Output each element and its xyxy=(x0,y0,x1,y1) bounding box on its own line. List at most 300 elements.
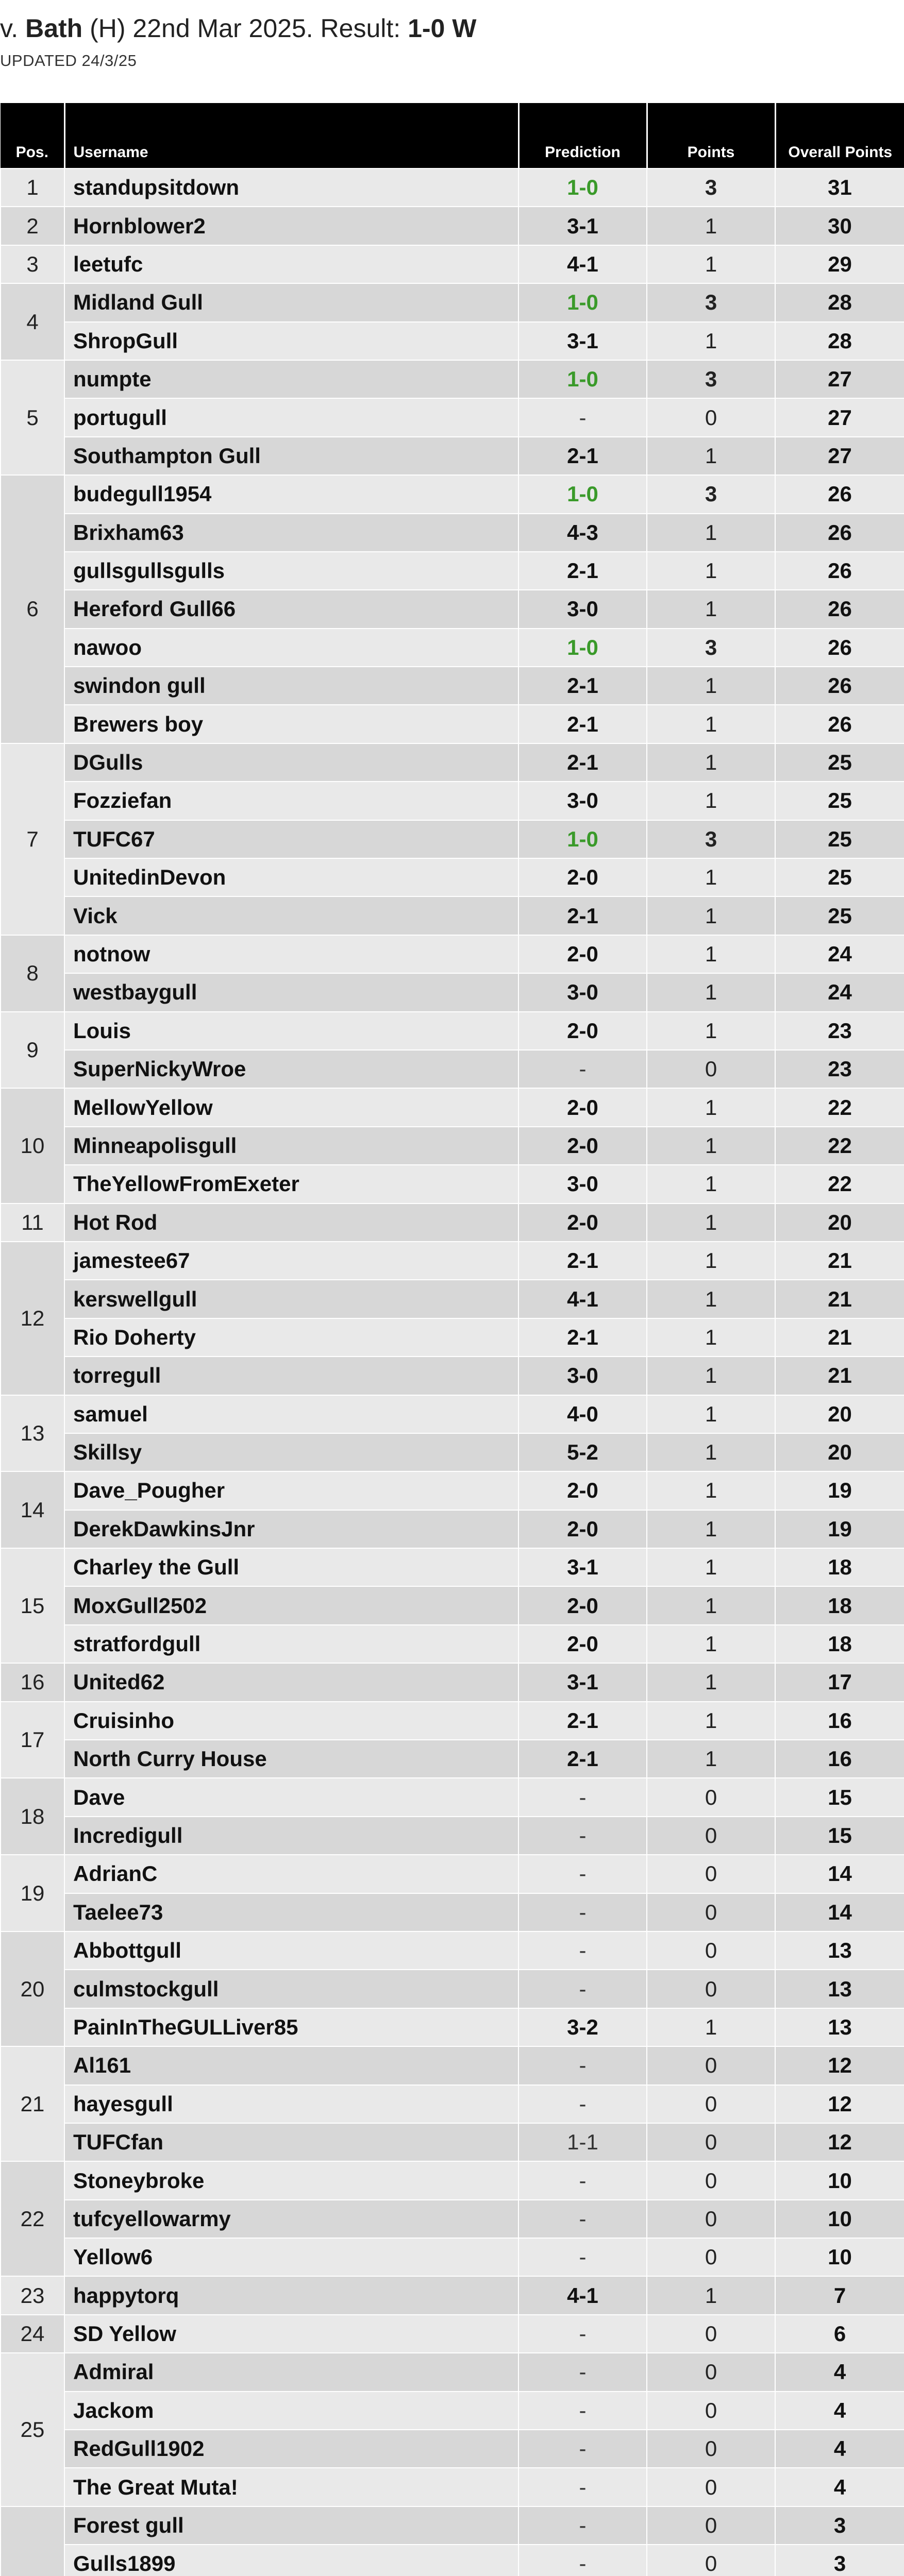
points-cell: 1 xyxy=(647,1165,775,1203)
points-cell: 1 xyxy=(647,782,775,820)
username-cell: Incredigull xyxy=(64,1817,518,1855)
points-cell: 1 xyxy=(647,322,775,360)
table-row xyxy=(1,2506,904,2545)
username-cell: Skillsy xyxy=(64,1433,518,1471)
overall-points-cell: 16 xyxy=(775,1740,904,1778)
table-row xyxy=(1,2008,904,2046)
prediction-cell: - xyxy=(518,2238,647,2276)
points-cell: 1 xyxy=(647,1204,775,1242)
table-row xyxy=(1,629,904,667)
position-cell: 13 xyxy=(1,1395,64,1472)
position-cell: 19 xyxy=(1,1855,64,1931)
table-row xyxy=(1,2545,904,2576)
position-cell: 11 xyxy=(1,1204,64,1242)
prediction-cell: 2-0 xyxy=(518,1088,647,1126)
points-cell: 0 xyxy=(647,2315,775,2353)
username-cell: tufcyellowarmy xyxy=(64,2200,518,2238)
prediction-cell: - xyxy=(518,2545,647,2576)
prediction-cell: - xyxy=(518,2392,647,2430)
table-row xyxy=(1,398,904,436)
points-cell: 1 xyxy=(647,1625,775,1663)
username-cell: portugull xyxy=(64,398,518,436)
prediction-cell: 3-2 xyxy=(518,2008,647,2046)
title-prefix: v. xyxy=(0,14,19,43)
prediction-cell: - xyxy=(518,1855,647,1893)
username-cell: United62 xyxy=(64,1663,518,1701)
prediction-cell: 3-1 xyxy=(518,1663,647,1701)
overall-points-cell: 24 xyxy=(775,973,904,1011)
username-cell: budegull1954 xyxy=(64,475,518,513)
position-cell: 12 xyxy=(1,1242,64,1395)
table-row xyxy=(1,2276,904,2314)
username-cell: Forest gull xyxy=(64,2506,518,2545)
position-cell: 15 xyxy=(1,1548,64,1663)
points-cell: 1 xyxy=(647,743,775,782)
table-row xyxy=(1,1357,904,1395)
prediction-cell: 1-0 xyxy=(518,283,647,321)
table-row xyxy=(1,2085,904,2123)
overall-points-cell: 13 xyxy=(775,1931,904,1970)
username-cell: Admiral xyxy=(64,2353,518,2391)
prediction-cell: - xyxy=(518,1893,647,1931)
points-cell: 0 xyxy=(647,2046,775,2084)
prediction-cell: 2-0 xyxy=(518,1127,647,1165)
prediction-cell: 2-0 xyxy=(518,1012,647,1050)
table-row xyxy=(1,858,904,896)
overall-points-cell: 21 xyxy=(775,1280,904,1318)
col-header-prediction: Prediction xyxy=(518,103,647,168)
position-cell: 1 xyxy=(1,168,64,207)
overall-points-cell: 28 xyxy=(775,283,904,321)
prediction-cell: - xyxy=(518,2353,647,2391)
points-cell: 0 xyxy=(647,1855,775,1893)
position-cell: 16 xyxy=(1,1663,64,1701)
overall-points-cell: 7 xyxy=(775,2276,904,2314)
username-cell: notnow xyxy=(64,935,518,973)
table-row xyxy=(1,896,904,935)
points-cell: 1 xyxy=(647,1663,775,1701)
username-cell: Brixham63 xyxy=(64,514,518,552)
table-row xyxy=(1,322,904,360)
table-row xyxy=(1,2468,904,2506)
points-cell: 0 xyxy=(647,1931,775,1970)
overall-points-cell: 23 xyxy=(775,1050,904,1088)
overall-points-cell: 22 xyxy=(775,1165,904,1203)
table-row xyxy=(1,2392,904,2430)
table-row xyxy=(1,935,904,973)
prediction-cell: - xyxy=(518,2468,647,2506)
points-cell: 0 xyxy=(647,2545,775,2576)
points-cell: 1 xyxy=(647,1586,775,1624)
points-cell: 3 xyxy=(647,360,775,398)
overall-points-cell: 13 xyxy=(775,2008,904,2046)
position-cell: 22 xyxy=(1,2161,64,2276)
col-header-username: Username xyxy=(64,103,518,168)
username-cell: North Curry House xyxy=(64,1740,518,1778)
points-cell: 0 xyxy=(647,2506,775,2545)
username-cell: Rio Doherty xyxy=(64,1318,518,1357)
prediction-cell: 3-0 xyxy=(518,1165,647,1203)
points-cell: 1 xyxy=(647,437,775,475)
prediction-cell: 2-0 xyxy=(518,858,647,896)
position-cell: 6 xyxy=(1,475,64,743)
table-row xyxy=(1,1778,904,1816)
table-row xyxy=(1,2200,904,2238)
prediction-cell: 4-3 xyxy=(518,514,647,552)
prediction-cell: - xyxy=(518,2430,647,2468)
table-row xyxy=(1,743,904,782)
points-cell: 0 xyxy=(647,1970,775,2008)
prediction-cell: - xyxy=(518,2046,647,2084)
username-cell: Abbottgull xyxy=(64,1931,518,1970)
points-cell: 1 xyxy=(647,1433,775,1471)
username-cell: RedGull1902 xyxy=(64,2430,518,2468)
username-cell: Hereford Gull66 xyxy=(64,590,518,628)
username-cell: Charley the Gull xyxy=(64,1548,518,1586)
table-row xyxy=(1,2123,904,2161)
table-row xyxy=(1,2315,904,2353)
table-row xyxy=(1,973,904,1011)
table-row xyxy=(1,552,904,590)
username-cell: happytorq xyxy=(64,2276,518,2314)
table-row xyxy=(1,1280,904,1318)
points-cell: 0 xyxy=(647,2085,775,2123)
table-row xyxy=(1,283,904,321)
overall-points-cell: 3 xyxy=(775,2545,904,2576)
points-cell: 0 xyxy=(647,2430,775,2468)
overall-points-cell: 17 xyxy=(775,1663,904,1701)
points-cell: 0 xyxy=(647,2392,775,2430)
overall-points-cell: 12 xyxy=(775,2123,904,2161)
position-cell: 20 xyxy=(1,1931,64,2046)
table-row xyxy=(1,820,904,858)
prediction-cell: - xyxy=(518,2161,647,2199)
prediction-cell: 3-1 xyxy=(518,207,647,245)
prediction-cell: 3-0 xyxy=(518,973,647,1011)
table-row xyxy=(1,1931,904,1970)
overall-points-cell: 14 xyxy=(775,1855,904,1893)
points-cell: 0 xyxy=(647,1050,775,1088)
prediction-cell: - xyxy=(518,398,647,436)
table-row xyxy=(1,514,904,552)
points-cell: 0 xyxy=(647,1893,775,1931)
prediction-cell: 1-0 xyxy=(518,168,647,207)
points-cell: 1 xyxy=(647,1702,775,1740)
points-cell: 1 xyxy=(647,552,775,590)
prediction-cell: - xyxy=(518,1931,647,1970)
table-row xyxy=(1,437,904,475)
points-cell: 1 xyxy=(647,1357,775,1395)
points-cell: 1 xyxy=(647,1548,775,1586)
table-row xyxy=(1,1050,904,1088)
table-row xyxy=(1,1204,904,1242)
table-row xyxy=(1,245,904,283)
overall-points-cell: 4 xyxy=(775,2430,904,2468)
table-row xyxy=(1,1471,904,1510)
points-cell: 1 xyxy=(647,207,775,245)
points-cell: 0 xyxy=(647,398,775,436)
username-cell: DerekDawkinsJnr xyxy=(64,1510,518,1548)
overall-points-cell: 10 xyxy=(775,2238,904,2276)
username-cell: swindon gull xyxy=(64,667,518,705)
overall-points-cell: 18 xyxy=(775,1586,904,1624)
points-cell: 0 xyxy=(647,2238,775,2276)
position-cell: 3 xyxy=(1,245,64,283)
table-row xyxy=(1,1433,904,1471)
table-row xyxy=(1,360,904,398)
table-body xyxy=(1,168,904,2576)
overall-points-cell: 20 xyxy=(775,1395,904,1433)
prediction-cell: 3-0 xyxy=(518,590,647,628)
points-cell: 1 xyxy=(647,973,775,1011)
prediction-cell: 1-0 xyxy=(518,360,647,398)
points-cell: 3 xyxy=(647,475,775,513)
position-cell xyxy=(1,2506,64,2576)
table-row xyxy=(1,590,904,628)
overall-points-cell: 19 xyxy=(775,1510,904,1548)
table-row xyxy=(1,1740,904,1778)
username-cell: gullsgullsgulls xyxy=(64,552,518,590)
prediction-cell: 1-0 xyxy=(518,629,647,667)
position-cell: 2 xyxy=(1,207,64,245)
prediction-cell: 3-0 xyxy=(518,1357,647,1395)
username-cell: Yellow6 xyxy=(64,2238,518,2276)
prediction-cell: 3-1 xyxy=(518,322,647,360)
overall-points-cell: 4 xyxy=(775,2353,904,2391)
overall-points-cell: 26 xyxy=(775,552,904,590)
username-cell: kerswellgull xyxy=(64,1280,518,1318)
username-cell: numpte xyxy=(64,360,518,398)
table-row xyxy=(1,1817,904,1855)
overall-points-cell: 19 xyxy=(775,1471,904,1510)
overall-points-cell: 26 xyxy=(775,705,904,743)
prediction-cell: 1-0 xyxy=(518,820,647,858)
username-cell: Dave_Pougher xyxy=(64,1471,518,1510)
username-cell: samuel xyxy=(64,1395,518,1433)
username-cell: Fozziefan xyxy=(64,782,518,820)
prediction-cell: 4-1 xyxy=(518,245,647,283)
overall-points-cell: 26 xyxy=(775,590,904,628)
overall-points-cell: 25 xyxy=(775,782,904,820)
position-cell: 17 xyxy=(1,1702,64,1778)
prediction-cell: - xyxy=(518,1970,647,2008)
username-cell: Gulls1899 xyxy=(64,2545,518,2576)
prediction-cell: 2-1 xyxy=(518,552,647,590)
username-cell: stratfordgull xyxy=(64,1625,518,1663)
table-header xyxy=(1,103,904,168)
prediction-cell: 2-0 xyxy=(518,1204,647,1242)
table-row xyxy=(1,1855,904,1893)
table-row xyxy=(1,1127,904,1165)
points-cell: 1 xyxy=(647,590,775,628)
username-cell: Hot Rod xyxy=(64,1204,518,1242)
overall-points-cell: 25 xyxy=(775,820,904,858)
prediction-cell: - xyxy=(518,1778,647,1816)
points-cell: 1 xyxy=(647,1471,775,1510)
position-cell: 14 xyxy=(1,1471,64,1548)
overall-points-cell: 6 xyxy=(775,2315,904,2353)
table-row xyxy=(1,475,904,513)
prediction-cell: 3-0 xyxy=(518,782,647,820)
prediction-cell: - xyxy=(518,2085,647,2123)
points-cell: 1 xyxy=(647,935,775,973)
table-row xyxy=(1,2353,904,2391)
username-cell: Brewers boy xyxy=(64,705,518,743)
username-cell: Vick xyxy=(64,896,518,935)
overall-points-cell: 21 xyxy=(775,1242,904,1280)
username-cell: ShropGull xyxy=(64,322,518,360)
table-row xyxy=(1,1165,904,1203)
overall-points-cell: 18 xyxy=(775,1625,904,1663)
overall-points-cell: 21 xyxy=(775,1318,904,1357)
overall-points-cell: 16 xyxy=(775,1702,904,1740)
username-cell: standupsitdown xyxy=(64,168,518,207)
points-cell: 1 xyxy=(647,514,775,552)
prediction-cell: 1-0 xyxy=(518,475,647,513)
prediction-cell: 2-0 xyxy=(518,935,647,973)
prediction-cell: 2-1 xyxy=(518,705,647,743)
overall-points-cell: 27 xyxy=(775,398,904,436)
points-cell: 1 xyxy=(647,2008,775,2046)
username-cell: Minneapolisgull xyxy=(64,1127,518,1165)
prediction-cell: 3-1 xyxy=(518,1548,647,1586)
position-cell: 25 xyxy=(1,2353,64,2506)
table-row xyxy=(1,1893,904,1931)
username-cell: culmstockgull xyxy=(64,1970,518,2008)
overall-points-cell: 25 xyxy=(775,743,904,782)
prediction-cell: 2-0 xyxy=(518,1586,647,1624)
league-table xyxy=(0,103,904,2576)
points-cell: 3 xyxy=(647,168,775,207)
table-row xyxy=(1,1702,904,1740)
username-cell: SD Yellow xyxy=(64,2315,518,2353)
opponent-name: Bath xyxy=(25,14,83,43)
prediction-cell: 2-0 xyxy=(518,1625,647,1663)
points-cell: 1 xyxy=(647,1280,775,1318)
username-cell: Louis xyxy=(64,1012,518,1050)
overall-points-cell: 14 xyxy=(775,1893,904,1931)
overall-points-cell: 22 xyxy=(775,1127,904,1165)
table-row xyxy=(1,1586,904,1624)
prediction-cell: 2-1 xyxy=(518,1242,647,1280)
username-cell: hayesgull xyxy=(64,2085,518,2123)
position-cell: 9 xyxy=(1,1012,64,1089)
overall-points-cell: 29 xyxy=(775,245,904,283)
overall-points-cell: 30 xyxy=(775,207,904,245)
username-cell: MoxGull2502 xyxy=(64,1586,518,1624)
table-row xyxy=(1,1088,904,1126)
username-cell: TheYellowFromExeter xyxy=(64,1165,518,1203)
points-cell: 1 xyxy=(647,1242,775,1280)
overall-points-cell: 27 xyxy=(775,437,904,475)
overall-points-cell: 26 xyxy=(775,667,904,705)
page-header xyxy=(0,0,904,103)
table-row xyxy=(1,1395,904,1433)
points-cell: 1 xyxy=(647,1318,775,1357)
prediction-cell: 2-0 xyxy=(518,1471,647,1510)
overall-points-cell: 25 xyxy=(775,896,904,935)
points-cell: 0 xyxy=(647,2161,775,2199)
points-cell: 3 xyxy=(647,283,775,321)
col-header-points: Points xyxy=(647,103,775,168)
overall-points-cell: 23 xyxy=(775,1012,904,1050)
table-row xyxy=(1,782,904,820)
position-cell: 24 xyxy=(1,2315,64,2353)
prediction-cell: 2-1 xyxy=(518,437,647,475)
updated-date: UPDATED 24/3/25 xyxy=(0,52,137,70)
points-cell: 1 xyxy=(647,1088,775,1126)
table-row xyxy=(1,667,904,705)
username-cell: Al161 xyxy=(64,2046,518,2084)
points-cell: 1 xyxy=(647,1012,775,1050)
table-row xyxy=(1,1548,904,1586)
username-cell: MellowYellow xyxy=(64,1088,518,1126)
overall-points-cell: 22 xyxy=(775,1088,904,1126)
points-cell: 0 xyxy=(647,2353,775,2391)
points-cell: 1 xyxy=(647,1395,775,1433)
prediction-cell: 2-1 xyxy=(518,667,647,705)
username-cell: Stoneybroke xyxy=(64,2161,518,2199)
prediction-cell: 2-1 xyxy=(518,1318,647,1357)
points-cell: 0 xyxy=(647,2123,775,2161)
prediction-cell: 2-1 xyxy=(518,743,647,782)
prediction-cell: 4-0 xyxy=(518,1395,647,1433)
points-cell: 3 xyxy=(647,629,775,667)
overall-points-cell: 10 xyxy=(775,2161,904,2199)
points-cell: 1 xyxy=(647,1510,775,1548)
overall-points-cell: 3 xyxy=(775,2506,904,2545)
username-cell: Hornblower2 xyxy=(64,207,518,245)
table-row xyxy=(1,207,904,245)
overall-points-cell: 4 xyxy=(775,2392,904,2430)
username-cell: DGulls xyxy=(64,743,518,782)
username-cell: The Great Muta! xyxy=(64,2468,518,2506)
table-row xyxy=(1,1242,904,1280)
username-cell: Midland Gull xyxy=(64,283,518,321)
username-cell: nawoo xyxy=(64,629,518,667)
table-row xyxy=(1,1318,904,1357)
prediction-cell: 1-1 xyxy=(518,2123,647,2161)
username-cell: Jackom xyxy=(64,2392,518,2430)
prediction-cell: 2-1 xyxy=(518,1702,647,1740)
col-header-overall: Overall Points xyxy=(775,103,904,168)
username-cell: Cruisinho xyxy=(64,1702,518,1740)
username-cell: Taelee73 xyxy=(64,1893,518,1931)
position-cell: 18 xyxy=(1,1778,64,1855)
points-cell: 0 xyxy=(647,2200,775,2238)
prediction-cell: 5-2 xyxy=(518,1433,647,1471)
prediction-cell: 2-1 xyxy=(518,1740,647,1778)
position-cell: 7 xyxy=(1,743,64,935)
prediction-cell: 4-1 xyxy=(518,1280,647,1318)
points-cell: 3 xyxy=(647,820,775,858)
prediction-cell: - xyxy=(518,2200,647,2238)
table-row xyxy=(1,705,904,743)
points-cell: 1 xyxy=(647,1740,775,1778)
points-cell: 1 xyxy=(647,858,775,896)
table-row xyxy=(1,2238,904,2276)
username-cell: TUFC67 xyxy=(64,820,518,858)
position-cell: 21 xyxy=(1,2046,64,2161)
overall-points-cell: 24 xyxy=(775,935,904,973)
prediction-cell: 4-1 xyxy=(518,2276,647,2314)
prediction-cell: 2-1 xyxy=(518,896,647,935)
position-cell: 23 xyxy=(1,2276,64,2314)
overall-points-cell: 26 xyxy=(775,629,904,667)
points-cell: 1 xyxy=(647,667,775,705)
points-cell: 0 xyxy=(647,1778,775,1816)
overall-points-cell: 31 xyxy=(775,168,904,207)
